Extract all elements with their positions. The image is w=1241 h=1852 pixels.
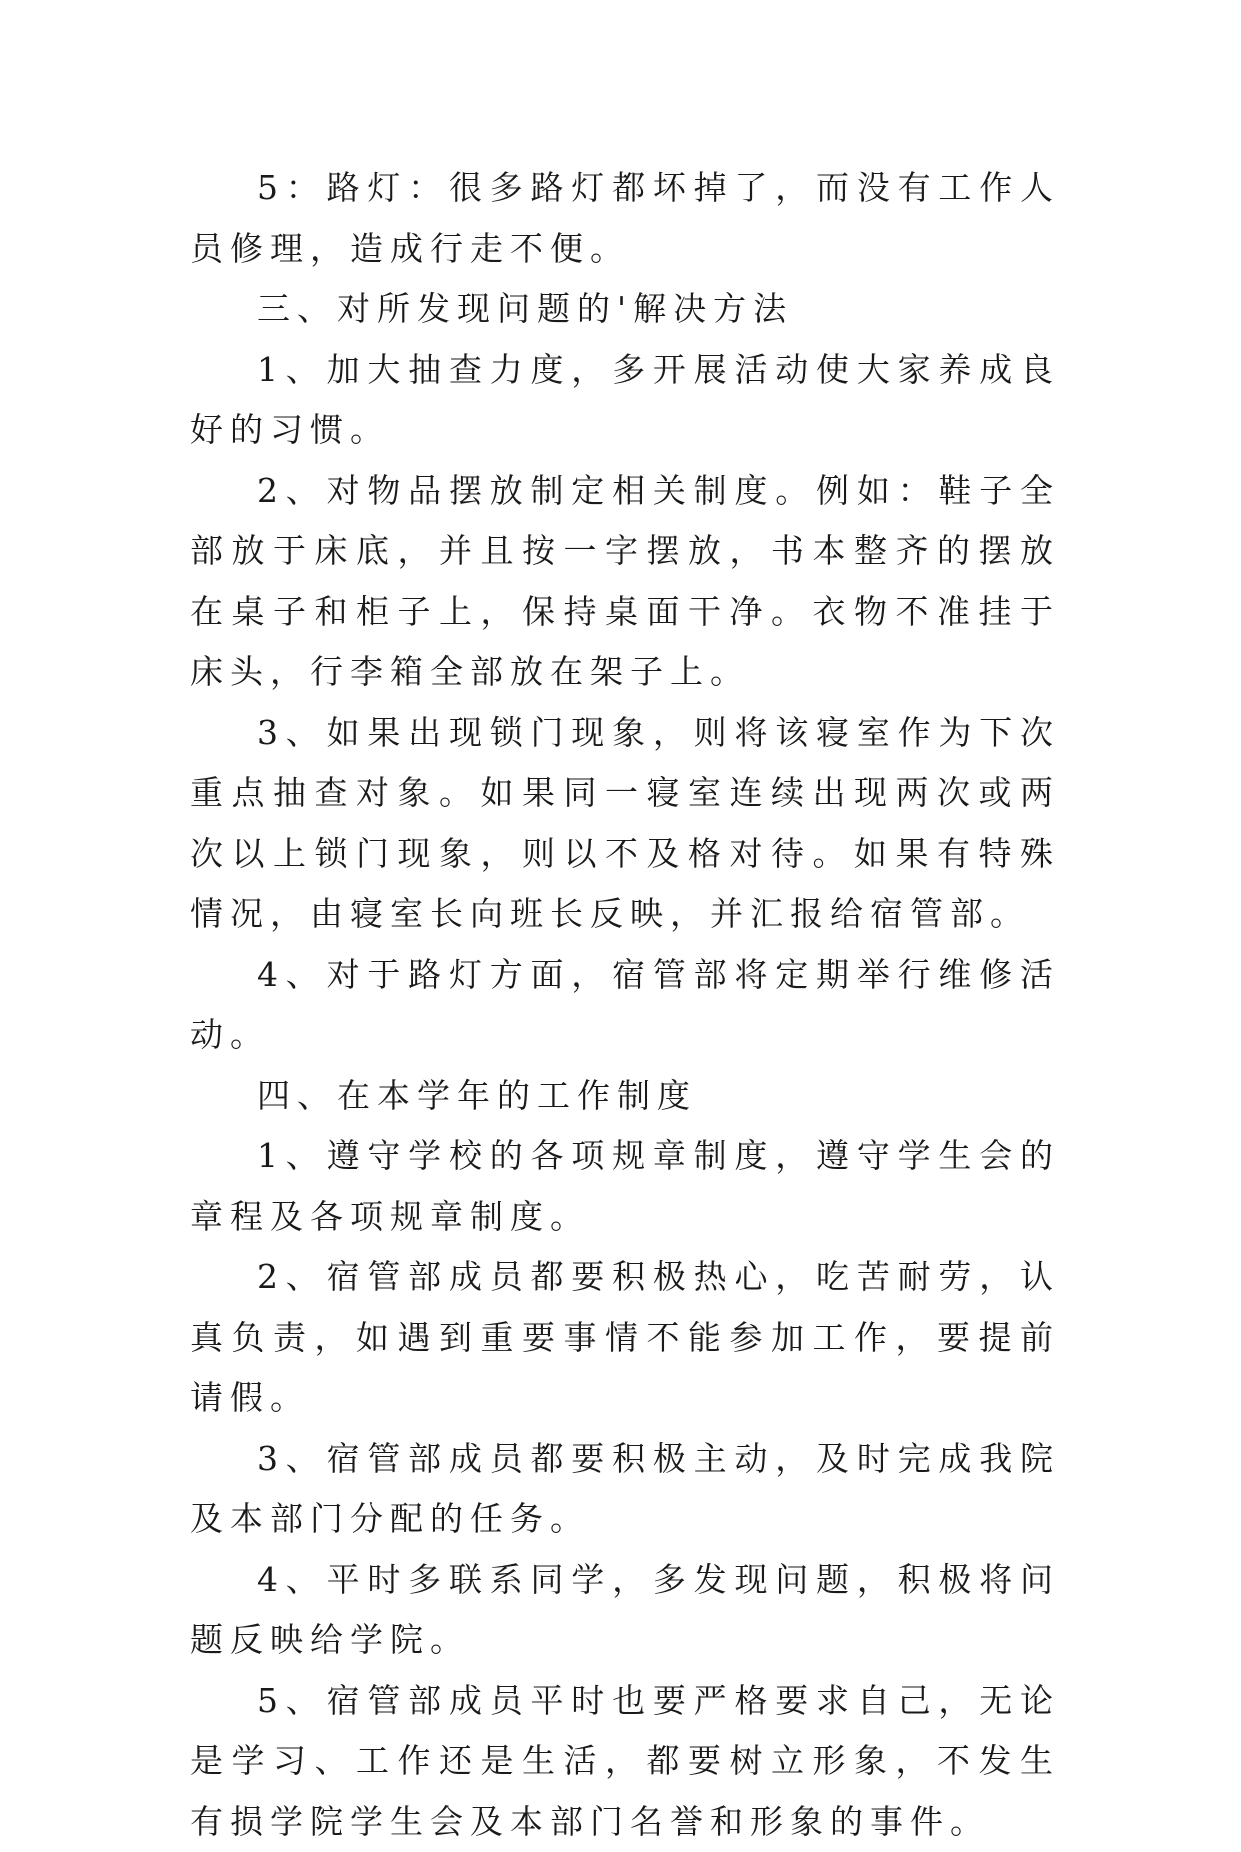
paragraph-solution-3: 3、如果出现锁门现象，则将该寝室作为下次重点抽查对象。如果同一寝室连续出现两次或两次以上锁门现象，则以不及格对待。如果有特殊情况，由寝室长向班长反映，并汇报给宿管部。 (190, 703, 1060, 945)
document-body (190, 158, 1060, 1852)
paragraph-streetlight-issue: 5：路灯：很多路灯都坏掉了，而没有工作人员修理，造成行走不便。 (190, 158, 1060, 279)
section-heading-work-rules: 四、在本学年的工作制度 (190, 1066, 1060, 1127)
section-heading-solutions: 三、对所发现问题的'解决方法 (190, 279, 1060, 340)
paragraph-rule-2: 2、宿管部成员都要积极热心，吃苦耐劳，认真负责，如遇到重要事情不能参加工作，要提前请假。 (190, 1247, 1060, 1429)
paragraph-rule-3: 3、宿管部成员都要积极主动，及时完成我院及本部门分配的任务。 (190, 1429, 1060, 1550)
paragraph-solution-2: 2、对物品摆放制定相关制度。例如：鞋子全部放于床底，并且按一字摆放，书本整齐的摆放在桌子和柜子上，保持桌面干净。衣物不准挂于床头，行李箱全部放在架子上。 (190, 461, 1060, 703)
paragraph-solution-4: 4、对于路灯方面，宿管部将定期举行维修活动。 (190, 945, 1060, 1066)
paragraph-rule-1: 1、遵守学校的各项规章制度，遵守学生会的章程及各项规章制度。 (190, 1126, 1060, 1247)
paragraph-rule-4: 4、平时多联系同学，多发现问题，积极将问题反映给学院。 (190, 1550, 1060, 1671)
paragraph-rule-5: 5、宿管部成员平时也要严格要求自己，无论是学习、工作还是生活，都要树立形象，不发生有损学院学生会及本部门名誉和形象的事件。 (190, 1671, 1060, 1852)
paragraph-solution-1: 1、加大抽查力度，多开展活动使大家养成良好的习惯。 (190, 340, 1060, 461)
